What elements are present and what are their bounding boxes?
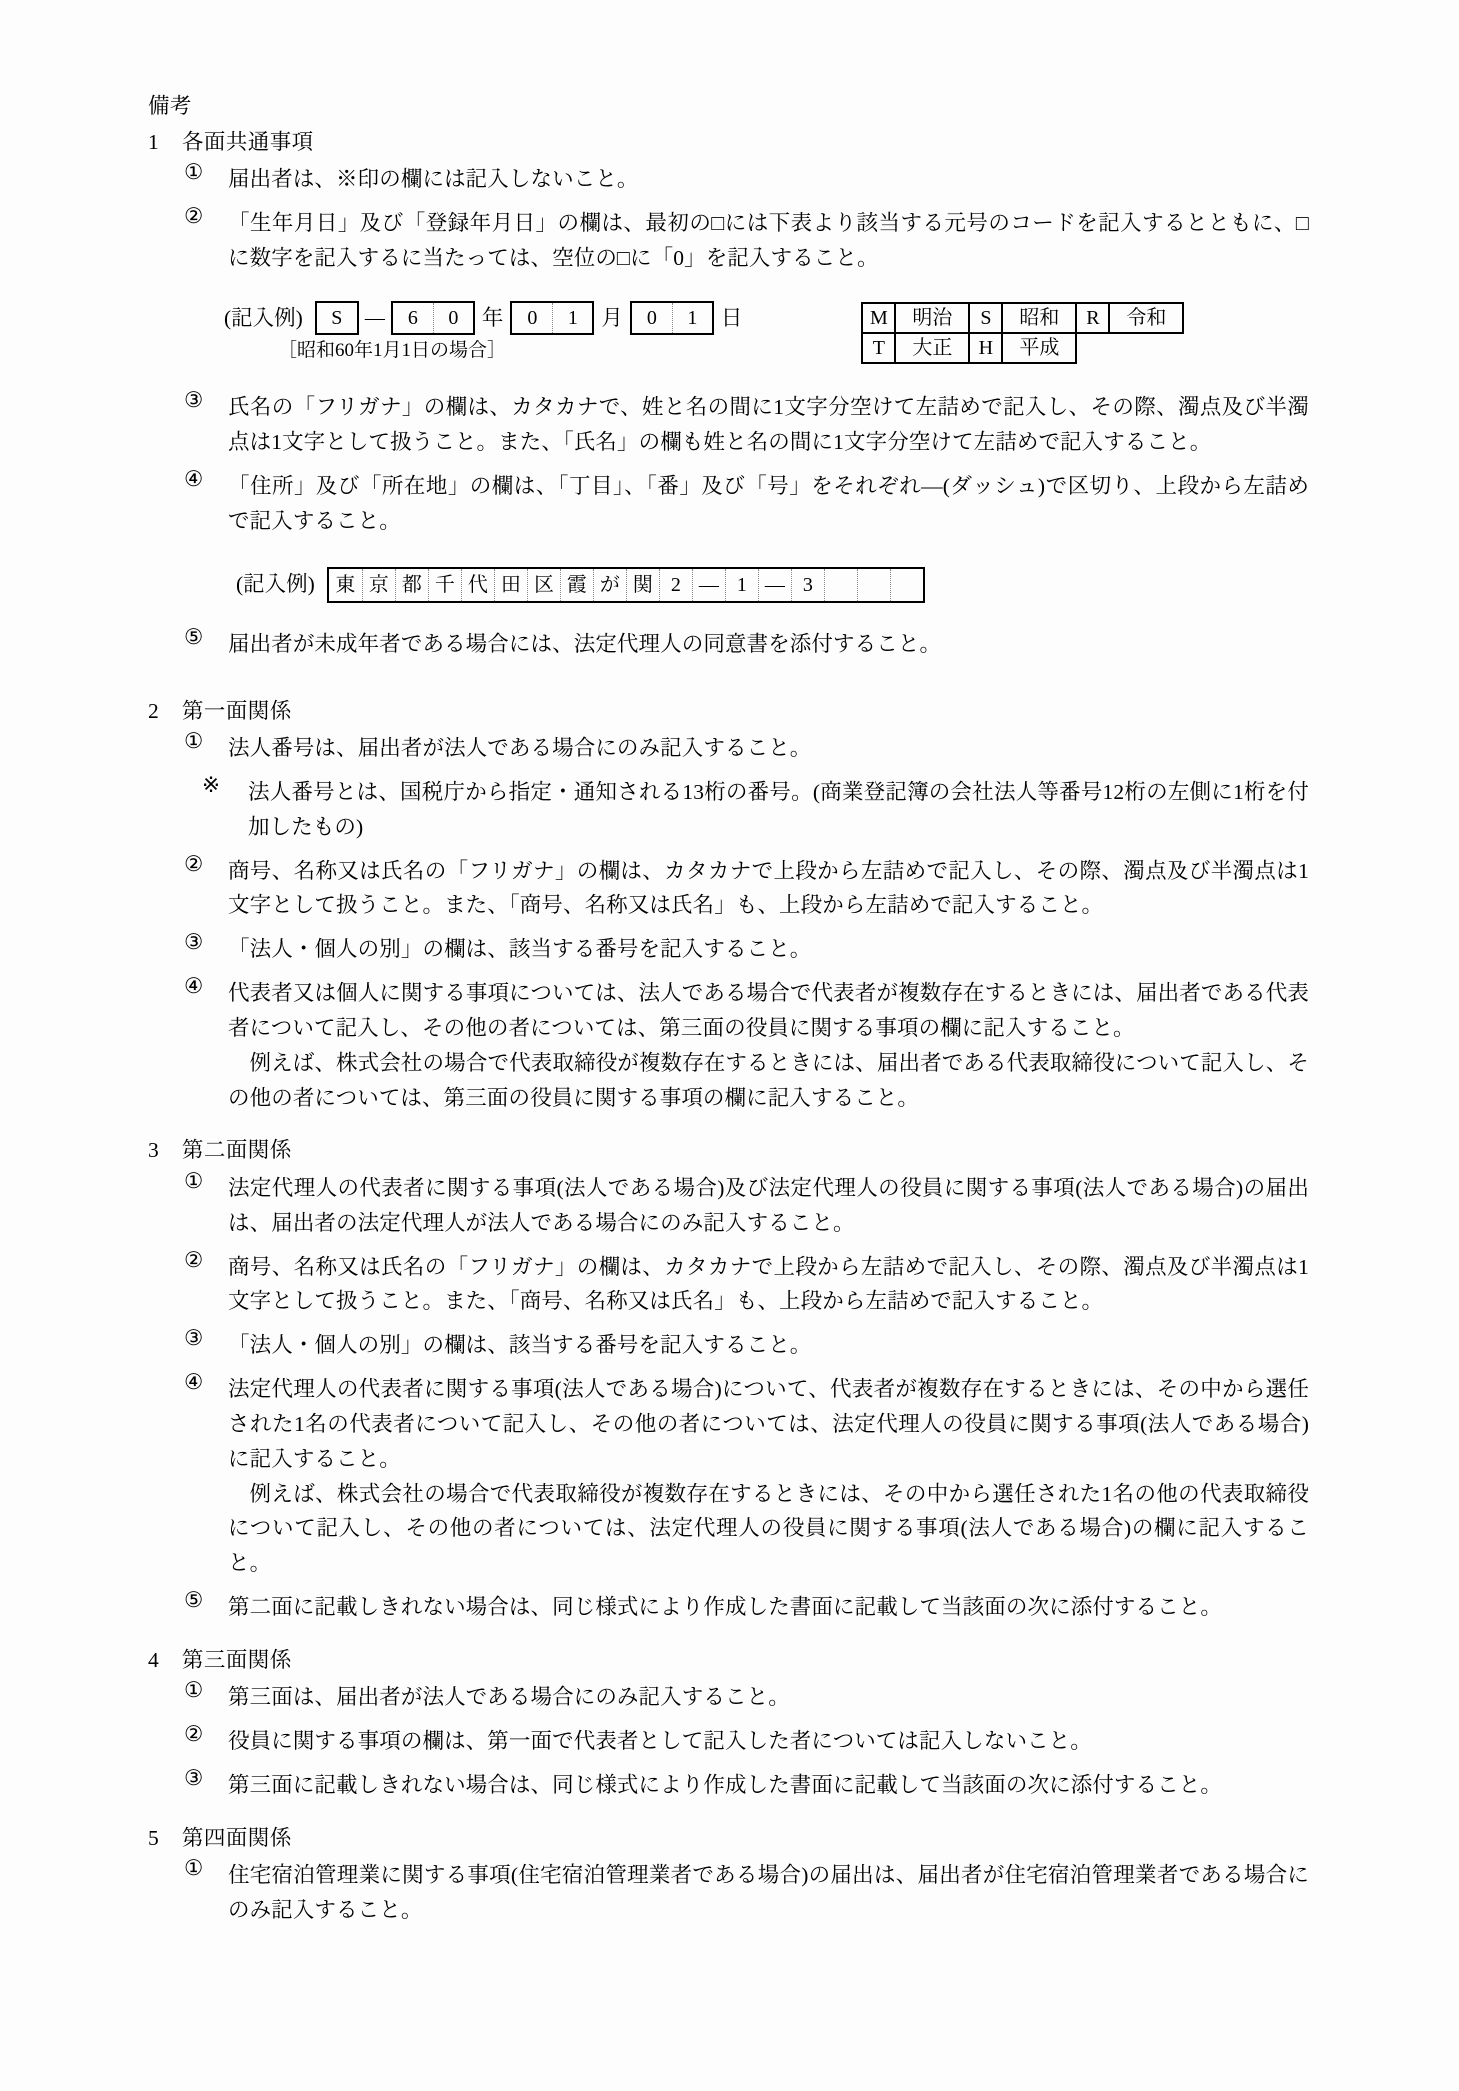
- date-example-block: [224, 301, 749, 360]
- item-paragraph: 届出者は、※印の欄には記入しないこと。: [228, 167, 639, 191]
- item-paragraph: 届出者が未成年者である場合には、法定代理人の同意書を添付すること。: [228, 631, 942, 656]
- section-1-title: 各面共通事項: [182, 129, 314, 154]
- item-paragraph: 「住所」及び「所在地」の欄は、「丁目」、「番」及び「号」をそれぞれ―(ダッシュ)で区切り、上段から左詰めで記入すること。: [228, 474, 1309, 533]
- item-paragraph: 例えば、株式会社の場合で代表取締役が複数存在するときには、その中から選任された1名の他の代表取締役について記入し、その他の者については、法定代理人の役員に関する事項(法人である場合)の欄に記入すること。: [228, 1481, 1309, 1576]
- item-marker: ④: [184, 974, 204, 999]
- era-empty-cell: [1076, 333, 1109, 363]
- item-text: [228, 1680, 1309, 1715]
- item-marker: ①: [184, 160, 204, 184]
- item-text: [228, 1724, 1309, 1759]
- item-text: [228, 932, 1309, 967]
- item-marker: ④: [184, 467, 204, 492]
- item-marker: ①: [184, 1856, 204, 1881]
- address-example-cells: [327, 567, 925, 603]
- section-5-heading: [148, 1825, 1309, 1850]
- page-title: 備考: [148, 94, 192, 118]
- item-text: [228, 854, 1309, 924]
- item-text: [228, 469, 1309, 539]
- item-paragraph: 第三面に記載しきれない場合は、同じ様式により作成した書面に記載して当該面の次に添付すること。: [228, 1773, 1222, 1797]
- item-paragraph: 第三面は、届出者が法人である場合にのみ記入すること。: [228, 1685, 790, 1710]
- era-name-cell: 大正: [895, 333, 969, 363]
- era-code-table: [861, 302, 1184, 364]
- era-table-row: [862, 333, 1183, 363]
- era-empty-cell: [1109, 333, 1183, 363]
- item-paragraph: 法定代理人の代表者に関する事項(法人である場合)について、代表者が複数存在するときには、その中から選任された1名の代表者について記入し、その他の者については、法定代理人の役員に関する事項(法人である場合)に記入すること。: [228, 1377, 1309, 1471]
- section-3-item-5: [148, 1590, 1309, 1625]
- section-5: [148, 1825, 1309, 1928]
- document-body: [148, 96, 1309, 1928]
- address-entry-example-figure: [148, 567, 1309, 603]
- address-cell: 霞: [560, 569, 593, 601]
- section-4-title: 第三面関係: [182, 1647, 292, 1672]
- item-paragraph: 住宅宿泊管理業に関する事項(住宅宿泊管理業者である場合)の届出は、届出者が住宅宿泊管理業者である場合にのみ記入すること。: [228, 1863, 1309, 1923]
- section-5-item-1: [148, 1858, 1309, 1928]
- section-2-item-4: [148, 976, 1309, 1115]
- section-spacer: [148, 1634, 1309, 1650]
- item-paragraph: 例えば、株式会社の場合で代表取締役が複数存在するときには、届出者である代表取締役について記入し、その他の者については、第三面の役員に関する事項の欄に記入すること。: [228, 1050, 1309, 1110]
- item-text: [228, 1372, 1309, 1581]
- item-paragraph: 「生年月日」及び「登録年月日」の欄は、最初の□には下表より該当する元号のコードを記入するとともに、□に数字を記入するに当たっては、空位の□に「0」を記入すること。: [228, 210, 1309, 270]
- item-marker: ②: [184, 203, 204, 228]
- section-2-number: 2: [148, 698, 160, 723]
- item-paragraph: 法人番号は、届出者が法人である場合にのみ記入すること。: [228, 736, 812, 761]
- item-text: [228, 1250, 1309, 1320]
- section-2-title: 第一面関係: [182, 698, 292, 723]
- era-name-cell: 令和: [1109, 303, 1183, 333]
- section-1: [148, 129, 1309, 662]
- section-4-item-3: [148, 1768, 1309, 1803]
- item-marker: ①: [184, 729, 204, 754]
- item-text: [228, 206, 1309, 276]
- item-text: [228, 1171, 1309, 1241]
- date-example-dash: ―: [364, 307, 385, 330]
- section-2: [148, 698, 1309, 1116]
- item-marker: ※: [202, 772, 221, 797]
- address-cell: 区: [527, 569, 560, 601]
- day-digit-cell: 1: [672, 303, 712, 333]
- section-2-item-2: [148, 851, 1309, 924]
- item-text: [228, 1858, 1309, 1928]
- item-paragraph: 第二面に記載しきれない場合は、同じ様式により作成した書面に記載して当該面の次に添付すること。: [228, 1595, 1222, 1620]
- year-digit-cell: 0: [433, 303, 473, 333]
- section-1-number: 1: [148, 129, 160, 154]
- address-cell: 代: [461, 569, 494, 601]
- section-1-item-5: [148, 624, 1309, 662]
- item-text: [228, 976, 1309, 1115]
- section-3: [148, 1140, 1309, 1624]
- date-entry-example-figure: [148, 301, 1309, 364]
- item-text: [228, 1328, 1309, 1363]
- address-cell: 田: [494, 569, 527, 601]
- item-paragraph: 法人番号とは、国税庁から指定・通知される13桁の番号。(商業登記簿の会社法人等番号12桁の左側に1桁を付加したもの): [248, 779, 1309, 839]
- year-unit-label: 年: [481, 305, 504, 330]
- section-1-item-2: [148, 203, 1309, 276]
- era-name-cell: 平成: [1002, 333, 1076, 363]
- item-text: [228, 162, 1309, 197]
- item-paragraph: 「法人・個人の別」の欄は、該当する番号を記入すること。: [228, 937, 812, 962]
- address-cell-empty: [857, 569, 890, 601]
- date-example-month-box: [510, 301, 594, 335]
- date-example-year-box: [391, 301, 475, 335]
- address-cell: 関: [626, 569, 659, 601]
- section-3-heading: [148, 1140, 1309, 1162]
- address-cell: 2: [659, 569, 692, 601]
- section-5-title: 第四面関係: [182, 1825, 292, 1850]
- item-paragraph: 商号、名称又は氏名の「フリガナ」の欄は、カタカナで上段から左詰めで記入し、その際、濁点及び半濁点は1文字として扱うこと。また、「商号、名称又は氏名」も、上段から左詰めで記入すること。: [228, 858, 1309, 918]
- item-marker: ①: [184, 1168, 204, 1193]
- address-example-label: (記入例): [236, 572, 315, 597]
- address-cell: ―: [758, 569, 791, 601]
- item-marker: ③: [184, 930, 204, 955]
- section-3-number: 3: [148, 1138, 160, 1163]
- item-marker: ②: [184, 1722, 204, 1747]
- era-name-cell: 昭和: [1002, 303, 1076, 333]
- month-unit-label: 月: [601, 305, 623, 330]
- section-4-heading: [148, 1647, 1309, 1672]
- item-marker: ①: [184, 1678, 204, 1703]
- section-4: [148, 1647, 1309, 1803]
- section-2-heading: [148, 698, 1309, 723]
- section-4-number: 4: [148, 1647, 160, 1672]
- section-4-item-2: [148, 1724, 1309, 1759]
- item-marker: ②: [184, 851, 204, 876]
- date-example-row: [224, 301, 749, 335]
- era-code-cell: M: [862, 303, 895, 333]
- section-3-item-3: [148, 1328, 1309, 1363]
- era-code-cell: T: [862, 333, 895, 363]
- item-marker: ⑤: [184, 1588, 204, 1613]
- section-2-item-1: [148, 731, 1309, 766]
- section-3-item-2: [148, 1247, 1309, 1320]
- section-3-item-4: [148, 1372, 1309, 1581]
- section-2-item-3: [148, 932, 1309, 967]
- item-marker: ③: [184, 1766, 204, 1790]
- item-paragraph: 代表者又は個人に関する事項については、法人である場合で代表者が複数存在するときには、届出者である代表者について記入し、その他の者については、第三面の役員に関する事項の欄に記入すること。: [228, 981, 1309, 1040]
- item-paragraph: 商号、名称又は氏名の「フリガナ」の欄は、カタカナで上段から左詰めで記入し、その際、濁点及び半濁点は1文字として扱うこと。また、「商号、名称又は氏名」も、上段から左詰めで記入すること。: [228, 1254, 1309, 1314]
- section-1-item-3: [148, 390, 1309, 460]
- item-text: [228, 731, 1309, 766]
- era-code-cell: S: [969, 303, 1002, 333]
- item-text: [228, 1768, 1309, 1803]
- item-marker: ④: [184, 1370, 204, 1395]
- era-code-table-wrapper: [861, 302, 1184, 364]
- item-paragraph: 法定代理人の代表者に関する事項(法人である場合)及び法定代理人の役員に関する事項(法人である場合)の届出は、届出者の法定代理人が法人である場合にのみ記入すること。: [228, 1175, 1309, 1235]
- address-cell: 1: [725, 569, 758, 601]
- day-unit-label: 日: [720, 305, 743, 330]
- date-example-caption: ［昭和60年1月1日の場合］: [278, 340, 507, 362]
- address-cell: 3: [791, 569, 824, 601]
- section-4-item-1: [148, 1680, 1309, 1715]
- year-digit-cell: 6: [407, 307, 418, 330]
- item-marker: ②: [184, 1247, 204, 1272]
- month-digit-cell: 1: [552, 303, 592, 333]
- item-marker: ③: [184, 388, 204, 413]
- era-name-cell: 明治: [895, 303, 969, 333]
- section-2-note: [148, 772, 1309, 845]
- item-marker: ③: [184, 1326, 204, 1351]
- item-paragraph: 「法人・個人の別」の欄は、該当する番号を記入すること。: [228, 1333, 812, 1358]
- section-3-item-1: [148, 1168, 1309, 1241]
- day-digit-cell: 0: [646, 307, 657, 330]
- address-cell: 千: [428, 569, 461, 601]
- date-example-label: (記入例): [224, 305, 303, 330]
- item-paragraph: 氏名の「フリガナ」の欄は、カタカナで、姓と名の間に1文字分空けて左詰めで記入し、その際、濁点及び半濁点は1文字として扱うこと。また、「氏名」の欄も姓と名の間に1文字分空けて左詰めで記入すること。: [228, 395, 1309, 455]
- month-digit-cell: 0: [527, 307, 538, 330]
- address-cell: が: [593, 569, 626, 601]
- section-5-number: 5: [148, 1825, 160, 1850]
- item-text: [228, 627, 1309, 662]
- era-code-cell: H: [969, 333, 1002, 363]
- address-cell: 京: [362, 569, 395, 601]
- address-cell: 東: [335, 573, 356, 596]
- address-cell-empty: [890, 569, 923, 601]
- address-cell-empty: [824, 569, 857, 601]
- section-spacer: [148, 671, 1309, 701]
- item-text: [228, 390, 1309, 460]
- address-cell: 都: [395, 569, 428, 601]
- section-3-title: 第二面関係: [182, 1138, 292, 1163]
- section-spacer: [148, 1124, 1309, 1140]
- item-text: [248, 775, 1309, 845]
- item-marker: ⑤: [184, 624, 204, 649]
- section-spacer: [148, 1812, 1309, 1828]
- section-1-heading: [148, 129, 1309, 154]
- address-cell: ―: [692, 569, 725, 601]
- date-example-era-box: [315, 301, 359, 335]
- era-code-cell: S: [331, 307, 343, 330]
- section-1-item-1: [148, 162, 1309, 197]
- item-text: [228, 1590, 1309, 1625]
- item-paragraph: 役員に関する事項の欄は、第一面で代表者として記入した者については記入しないこと。: [228, 1729, 1092, 1754]
- era-code-cell: R: [1076, 303, 1109, 333]
- era-table-row: [862, 303, 1183, 333]
- date-example-day-box: [630, 301, 714, 335]
- section-1-item-4: [148, 469, 1309, 539]
